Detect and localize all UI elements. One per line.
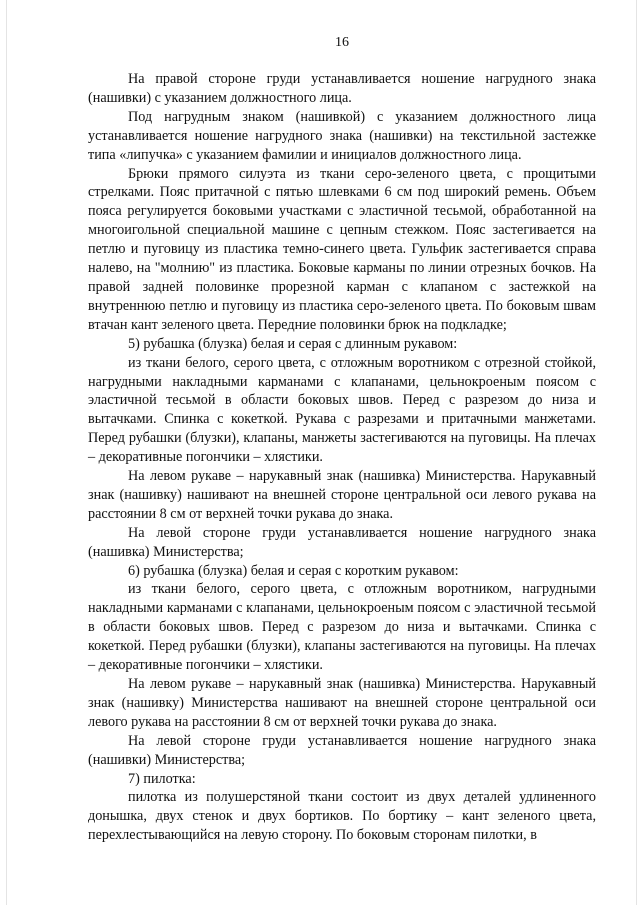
paragraph-sleeve-patch-1: На левом рукаве – нарукавный знак (нашивка) Министерства. Нарукавный знак (нашивку) нашивают на внешней стороне центральной оси левого рукава на расстоянии 8 см от верхней точки рукава до знака. — [88, 468, 596, 522]
paragraph-item-6-heading: 6) рубашка (блузка) белая и серая с коротким рукавом: — [128, 562, 459, 579]
paragraph-short-sleeve-shirt: из ткани белого, серого цвета, с отложным воротником, нагрудными накладными карманами с клапанами, цельнокроеным поясом с эластичной тесьмой в области боковых швов. Перед с разрезом до низа и вытачками. Спинка с кокеткой. Перед рубашки (блузки), клапаны застегиваются на пуговицы. На плечах – декоративные погончики – хлястики. — [88, 581, 596, 674]
paragraph-item-5-heading: 5) рубашка (блузка) белая и серая с длинным рукавом: — [128, 335, 458, 352]
paragraph-right-chest-badge: На правой стороне груди устанавливается ношение нагрудного знака (нашивки) с указанием должностного лица. — [88, 71, 596, 106]
scan-edge-left — [6, 0, 7, 905]
paragraph-garrison-cap: пилотка из полушерстяной ткани состоит из двух деталей удлиненного донышка, двух стенок и двух бортиков. По бортику – кант зеленого цвета, перехлестывающийся на левую сторону. По боковым сторонам пилотки, в — [88, 789, 596, 844]
paragraph-trousers: Брюки прямого силуэта из ткани серо-зеленого цвета, с прощитыми стрелками. Пояс притачной с пятью шлевками 6 см под широкий ремень. Объем пояса регулируется боковыми участками с эластичной тесьмой, обработанной на многоигольной специальной машине с цепным стежком. Пояс застегивается на петлю и пуговицу из пластика темно-синего цвета. Гульфик застегивается справа налево, на "молнию" из пластика. Боковые карманы по линии отрезных бочков. На правой задней половинке прорезной карман с клапаном с застежкой на внутреннюю петлю и пуговицу из пластика серо-зеленого цвета. По боковым швам втачан кант зеленого цвета. Передние половинки брюк на подкладке; — [88, 165, 596, 333]
paragraph-left-chest-badge-1: На левой стороне груди устанавливается ношение нагрудного знака (нашивка) Министерства; — [88, 524, 596, 560]
page-number: 16 — [335, 35, 349, 50]
document-body — [88, 70, 596, 845]
paragraph-item-7-heading: 7) пилотка: — [128, 770, 196, 787]
paragraph-name-badge: Под нагрудным знаком (нашивкой) с указанием должностного лица устанавливается ношение нагрудного знака (нашивки) на текстильной застежке типа «липучка» с указанием фамилии и инициалов должностного лица. — [88, 108, 596, 163]
paragraph-sleeve-patch-2: На левом рукаве – нарукавный знак (нашивка) Министерства. Нарукавный знак (нашивку) Министерства нашивают на внешней стороне центральной оси левого рукава на расстоянии 8 см от верхней точки рукава до знака. — [88, 676, 596, 730]
paragraph-left-chest-badge-2: На левой стороне груди устанавливается ношение нагрудного знака (нашивки) Министерства; — [88, 732, 596, 768]
scan-edge-right — [636, 0, 637, 905]
paragraph-long-sleeve-shirt: из ткани белого, серого цвета, с отложным воротником с отрезной стойкой, нагрудными накладными карманами с клапанами, цельнокроеным поясом с эластичной тесьмой в области боковых швов. Перед с разрезом до низа и вытачками. Спинка с кокеткой. Рукава с разрезами и притачными манжетами. Перед рубашки (блузки), клапаны, манжеты застегиваются на пуговицы. На плечах – декоративные погончики – хлястики. — [88, 354, 596, 466]
